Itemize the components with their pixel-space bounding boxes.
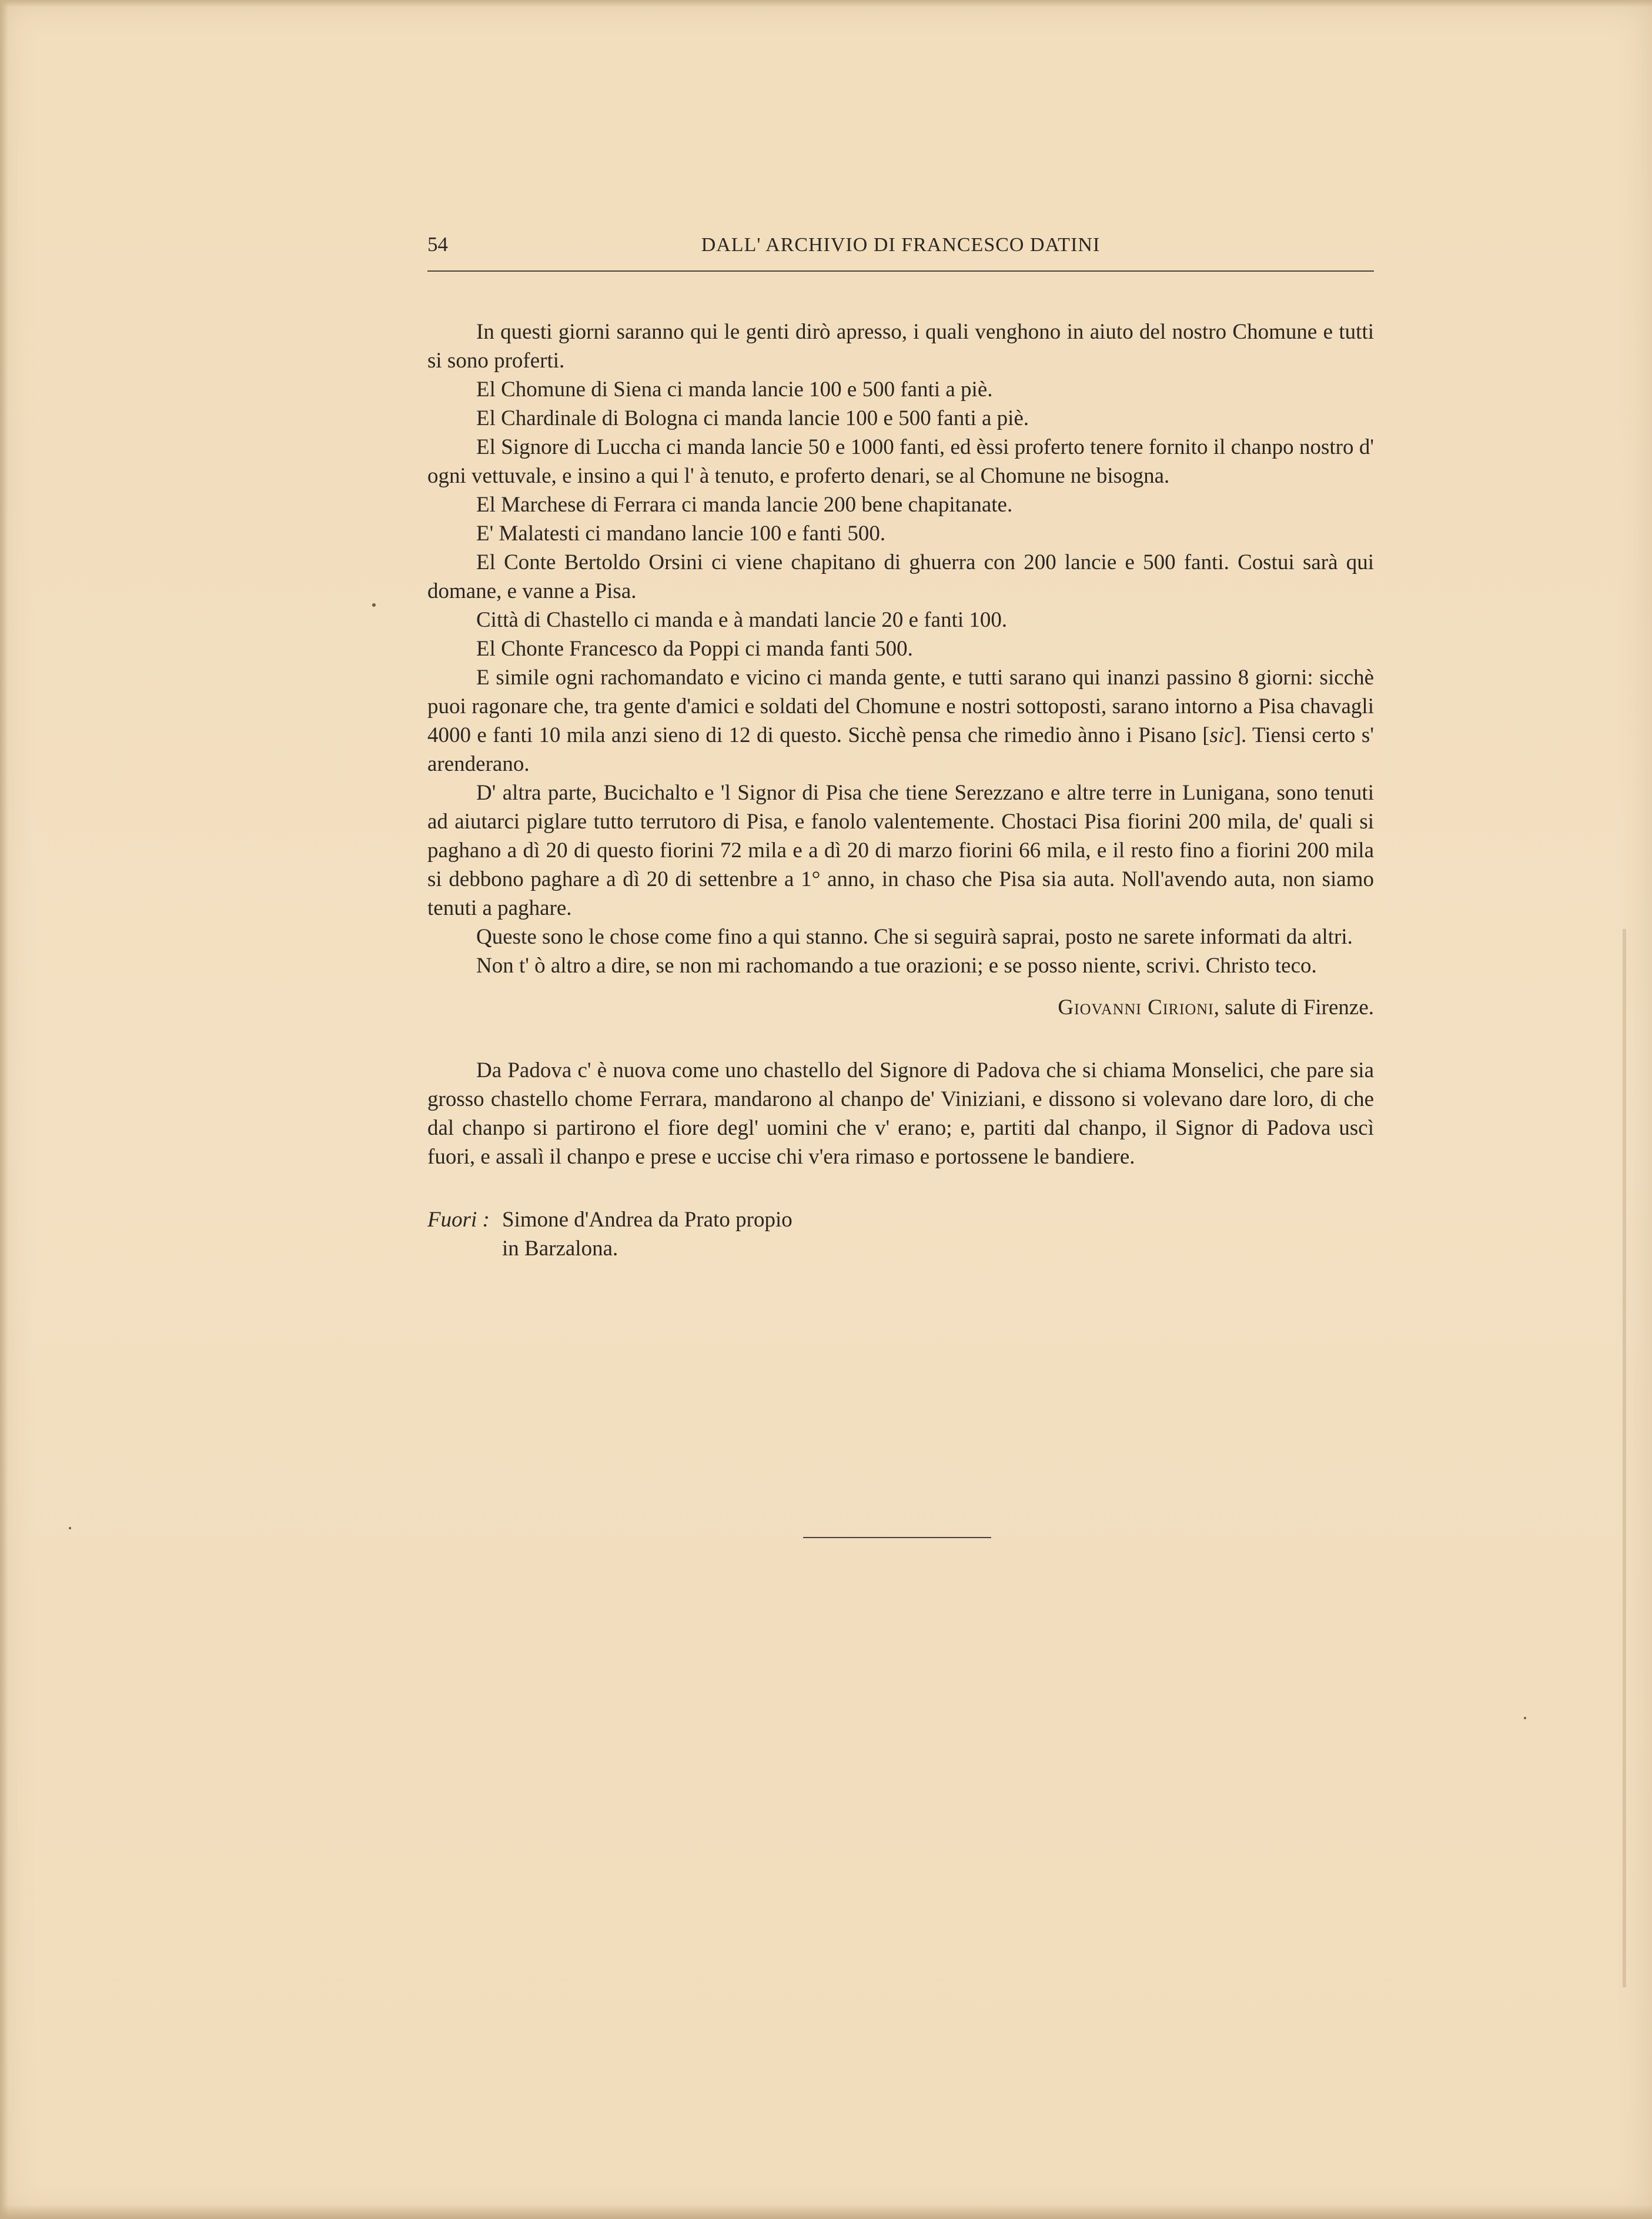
letter-signature xyxy=(427,993,1374,1022)
signature-name: Giovanni Cirioni xyxy=(1058,995,1214,1020)
address-lines xyxy=(502,1205,792,1263)
address-line: in Barzalona. xyxy=(502,1237,618,1261)
address-block xyxy=(427,1205,1374,1263)
address-line: Simone d'Andrea da Prato propio xyxy=(502,1208,792,1232)
letter-paragraph: El Chomune di Siena ci manda lancie 100 e 500 fanti a piè. xyxy=(476,377,993,402)
address-label: Fuori : xyxy=(427,1208,490,1232)
header-rule xyxy=(427,270,1374,272)
paper-speck xyxy=(1524,1717,1526,1719)
letter-paragraph-sic: E simile ogni rachomandato e vicino ci manda gente, e tutti sarano qui inanzi passino 8 giorni: sicchè puoi ragonare che, tra gente d'amici e soldati del Chomune e nostri sottoposti, sarano intorno a Pisa chavagli 4000 e fanti 10 mila anzi sieno di 12 di questo. Sicchè pensa che rimedio ànno i Pisano [sic]. Tiensi certo s' arenderano. xyxy=(427,666,1374,776)
signature-rest: , salute di Firenze. xyxy=(1213,995,1374,1020)
page-edge-left xyxy=(0,0,8,2219)
sic-marker: sic xyxy=(1209,723,1234,747)
letter-paragraph: El Signore di Luccha ci manda lancie 50 e 1000 fanti, ed èssi proferto tenere fornito il chanpo nostro d' ogni vettuvale, e insino a qui l' à tenuto, e proferto denari, se al Chomune ne bisogna. xyxy=(427,435,1374,488)
letter-paragraph: El Chardinale di Bologna ci manda lancie 100 e 500 fanti a piè. xyxy=(476,406,1029,430)
letter-paragraph: D' altra parte, Bucichalto e 'l Signor di Pisa che tiene Serezzano e altre terre in Lunigana, sono tenuti ad aiutarci piglare tutto terrutoro di Pisa, e fanolo valentemente. Chostaci Pisa fiorini 200 mila, de' quali si paghano a dì 20 di questo fiorini 72 mila e a dì 20 di marzo fiorini 66 mila, e il resto fino a fiorini 200 mila si debbono paghare a dì 20 di settenbre a 1° anno, in chaso che Pisa sia auta. Noll'avendo auta, non siamo tenuti a paghare. xyxy=(427,781,1374,920)
page-number: 54 xyxy=(427,233,448,256)
page-edge-bottom xyxy=(0,2205,1652,2219)
letter-paragraph: Città di Chastello ci manda e à mandati lancie 20 e fanti 100. xyxy=(476,608,1008,632)
letter-paragraph: El Chonte Francesco da Poppi ci manda fanti 500. xyxy=(476,637,913,661)
page-edge-top xyxy=(0,0,1652,7)
section-gap xyxy=(427,1171,1374,1205)
paper-speck xyxy=(372,603,376,607)
section-gap xyxy=(427,1022,1374,1056)
letter-paragraph: E' Malatesti ci mandano lancie 100 e fanti 500. xyxy=(476,522,886,546)
end-rule xyxy=(803,1537,991,1538)
letter-paragraph: Queste sono le chose come fino a qui stanno. Che si seguirà saprai, posto ne sarete informati da altri. xyxy=(476,925,1353,949)
paper-speck xyxy=(69,1527,71,1529)
page-crease xyxy=(1623,929,1626,1987)
letter-body xyxy=(427,318,1374,1263)
letter-paragraph: Non t' ò altro a dire, se non mi rachomando a tue orazioni; e se posso niente, scrivi. Christo teco. xyxy=(476,954,1317,978)
letter-paragraph: El Conte Bertoldo Orsini ci viene chapitano di ghuerra con 200 lancie e 500 fanti. Costui sarà qui domane, e vanne a Pisa. xyxy=(427,550,1374,603)
running-title: DALL' ARCHIVIO DI FRANCESCO DATINI xyxy=(701,234,1101,256)
letter-paragraph: El Marchese di Ferrara ci manda lancie 200 bene chapitanate. xyxy=(476,493,1013,517)
postscript-paragraph: Da Padova c' è nuova come uno chastello del Signore di Padova che si chiama Monselici, che pare sia grosso chastello chome Ferrara, mandarono al chanpo de' Viniziani, e dissono si volevano dare loro, di che dal chanpo si partirono el fiore degl' uomini che v' erano; e, partiti dal chanpo, il Signor di Padova uscì fuori, e assalì il chanpo e prese e uccise chi v'era rimaso e portossene le bandiere. xyxy=(427,1058,1374,1169)
letter-paragraph: In questi giorni saranno qui le genti dirò apresso, i quali venghono in aiuto del nostro Chomune e tutti si sono proferti. xyxy=(427,320,1374,373)
page-header xyxy=(427,228,1374,275)
